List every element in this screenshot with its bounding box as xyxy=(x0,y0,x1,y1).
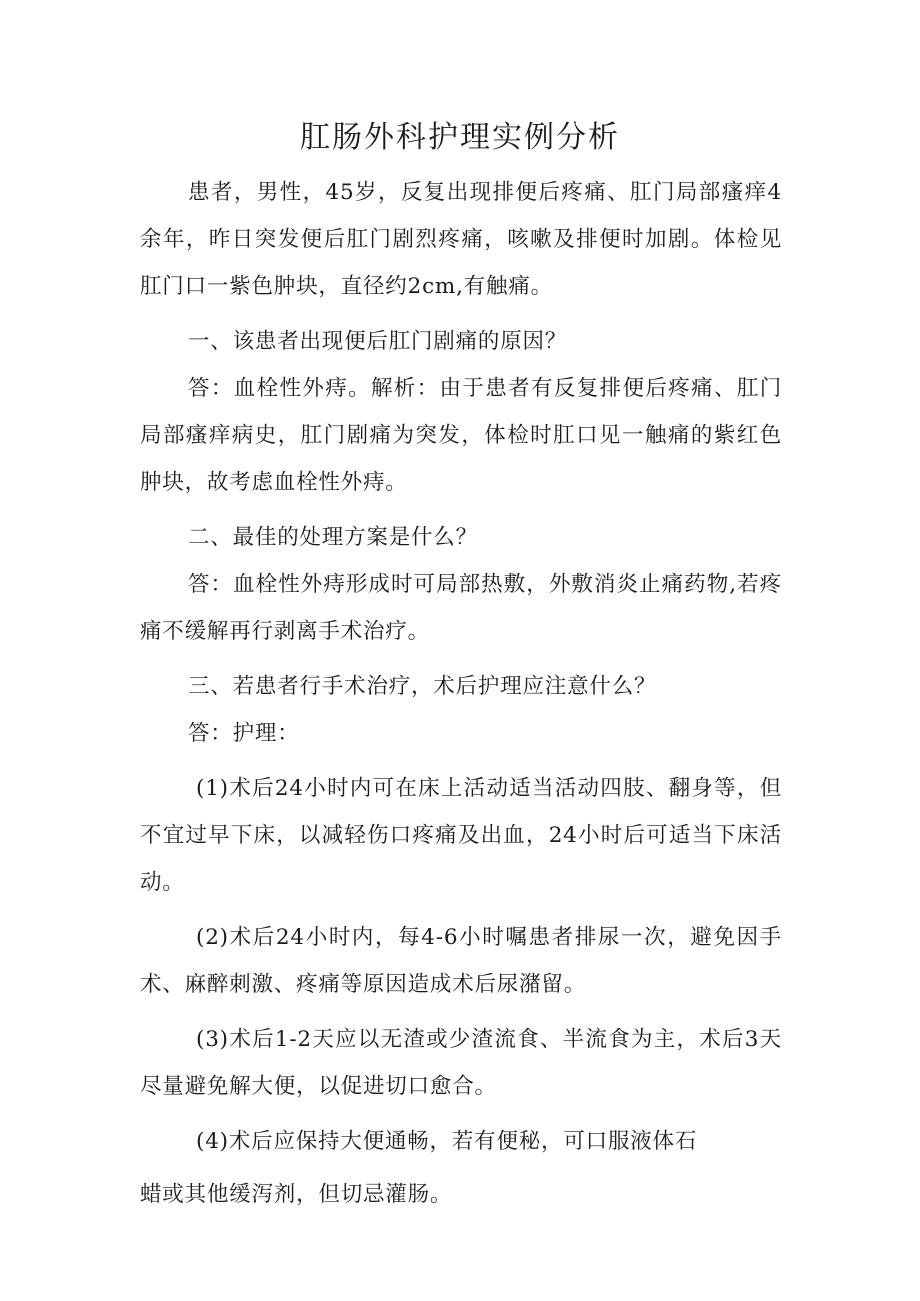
care-item-4: (4)术后应保持大便通畅，若有便秘，可口服液体石 xyxy=(196,1129,698,1154)
care-item-1: (1)术后24小时内可在床上活动适当活动四肢、翻身等，但不宜过早下床，以减轻伤口疼痛及出血，24小时后可适当下床活动。 xyxy=(140,776,782,895)
question-1: 一、该患者出现便后肛门剧痛的原因？ xyxy=(188,329,568,354)
care-item-2: (2)术后24小时内，每4-6小时嘱患者排尿一次，避免因手术、麻醉刺激、疼痛等原因造成术后尿潴留。 xyxy=(140,925,782,997)
answer-1: 答：血栓性外痔。解析：由于患者有反复排便后疼痛、肛门局部瘙痒病史，肛门剧痛为突发，体检时肛口见一触痛的紫红色肿块，故考虑血栓性外痔。 xyxy=(140,376,782,495)
answer-2: 答：血栓性外痔形成时可局部热敷，外敷消炎止痛药物,若疼痛不缓解再行剥离手术治疗。 xyxy=(140,572,782,644)
question-2: 二、最佳的处理方案是什么？ xyxy=(188,525,478,550)
answer-3-intro: 答：护理： xyxy=(188,721,300,746)
care-item-3: (3)术后1-2天应以无渣或少渣流食、半流食为主，术后3天尽量避免解大便，以促进切口愈合。 xyxy=(140,1027,782,1099)
document-title: 肛肠外科护理实例分析 xyxy=(300,120,620,155)
document-body xyxy=(140,169,782,1218)
question-3: 三、若患者行手术治疗，术后护理应注意什么？ xyxy=(188,674,657,699)
care-item-4-continued: 蜡或其他缓泻剂，但切忌灌肠。 xyxy=(140,1182,453,1207)
case-description: 患者，男性，45岁，反复出现排便后疼痛、肛门局部瘙痒4余年，昨日突发便后肛门剧烈疼痛，咳嗽及排便时加剧。体检见肛门口一紫色肿块，直径约2cm,有触痛。 xyxy=(140,180,782,299)
